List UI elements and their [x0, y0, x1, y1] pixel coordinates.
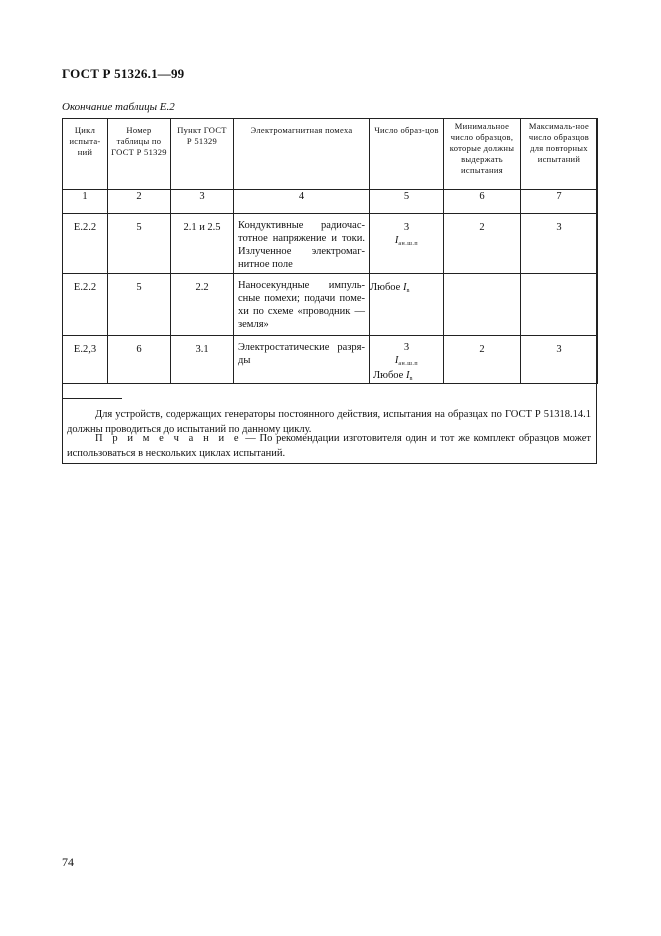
- current-symbol: Iан.ш.п: [394, 235, 419, 248]
- current-symbol: In: [402, 282, 410, 294]
- sample-count-cell: 3 Iан.ш.п: [370, 214, 444, 274]
- column-number: 2: [108, 190, 171, 214]
- column-header: Электромагнитная помеха: [234, 119, 370, 190]
- sample-count-cell: Любое In: [370, 274, 444, 336]
- min-count-cell: 2: [444, 214, 521, 274]
- document-code: ГОСТ Р 51326.1—99: [62, 66, 185, 81]
- column-number: 6: [444, 190, 521, 214]
- footnote-text: Для устройств, содержащих генераторы постоянного действия, испытания на образцах по ГОСТ Р 51318.14.1 должны проводиться до испытаний по данному циклу.: [67, 409, 591, 435]
- table-header-row: [63, 119, 598, 190]
- column-number: 1: [63, 190, 108, 214]
- table-number-cell: 5: [108, 274, 171, 336]
- column-number: 5: [370, 190, 444, 214]
- min-count-cell: 2: [444, 336, 521, 384]
- note-label: П р и м е ч а н и е: [95, 433, 242, 444]
- max-count-cell: [521, 274, 598, 336]
- min-count-cell: [444, 274, 521, 336]
- table-row: [63, 336, 598, 384]
- column-number-row: [63, 190, 598, 214]
- table-caption: Окончание таблицы Е.2: [62, 101, 175, 113]
- cycle-cell: E.2.2: [63, 274, 108, 336]
- table-number-cell: 5: [108, 214, 171, 274]
- disturbance-cell: Наносекундные импуль-сные помехи; подачи поме-хи по схеме «проводник — земля»: [234, 274, 370, 336]
- disturbance-cell: Кондуктивные радиочас-тотное напряжение и токи. Излученное электромаг-нитное поле: [234, 214, 370, 274]
- clause-cell: 2.1 и 2.5: [171, 214, 234, 274]
- column-number: 4: [234, 190, 370, 214]
- cycle-cell: E.2.2: [63, 214, 108, 274]
- current-symbol: Iан.ш.п: [394, 355, 419, 368]
- max-count-cell: 3: [521, 336, 598, 384]
- column-number: 7: [521, 190, 598, 214]
- table-number-cell: 6: [108, 336, 171, 384]
- data-table: [62, 118, 598, 384]
- disturbance-cell: Электростатические разря-ды: [234, 336, 370, 384]
- table-row: [63, 214, 598, 274]
- max-count-cell: 3: [521, 214, 598, 274]
- column-header: Номер таблицы по ГОСТ Р 51329: [108, 119, 171, 190]
- column-header: Максималь-ное число образцов для повторных испытаний: [521, 119, 598, 190]
- column-header: Цикл испыта-ний: [63, 119, 108, 190]
- page-number: 74: [62, 855, 74, 869]
- column-number: 3: [171, 190, 234, 214]
- clause-cell: 2.2: [171, 274, 234, 336]
- column-header: Число образ-цов: [370, 119, 444, 190]
- footnote-divider: [62, 398, 122, 399]
- note-text: — По рекомендации изготовителя один и тот же комплект образцов может использоваться в нескольких циклах испытаний.: [67, 433, 591, 459]
- sample-count-cell: 3 Iан.ш.п Любое In: [370, 336, 444, 384]
- clause-cell: 3.1: [171, 336, 234, 384]
- column-header: Минимальное число образцов, которые должны выдержать испытания: [444, 119, 521, 190]
- current-symbol: In: [405, 369, 413, 382]
- table-row: [63, 274, 598, 336]
- cycle-cell: E.2,3: [63, 336, 108, 384]
- column-header: Пункт ГОСТ Р 51329: [171, 119, 234, 190]
- note-paragraph: [67, 432, 591, 461]
